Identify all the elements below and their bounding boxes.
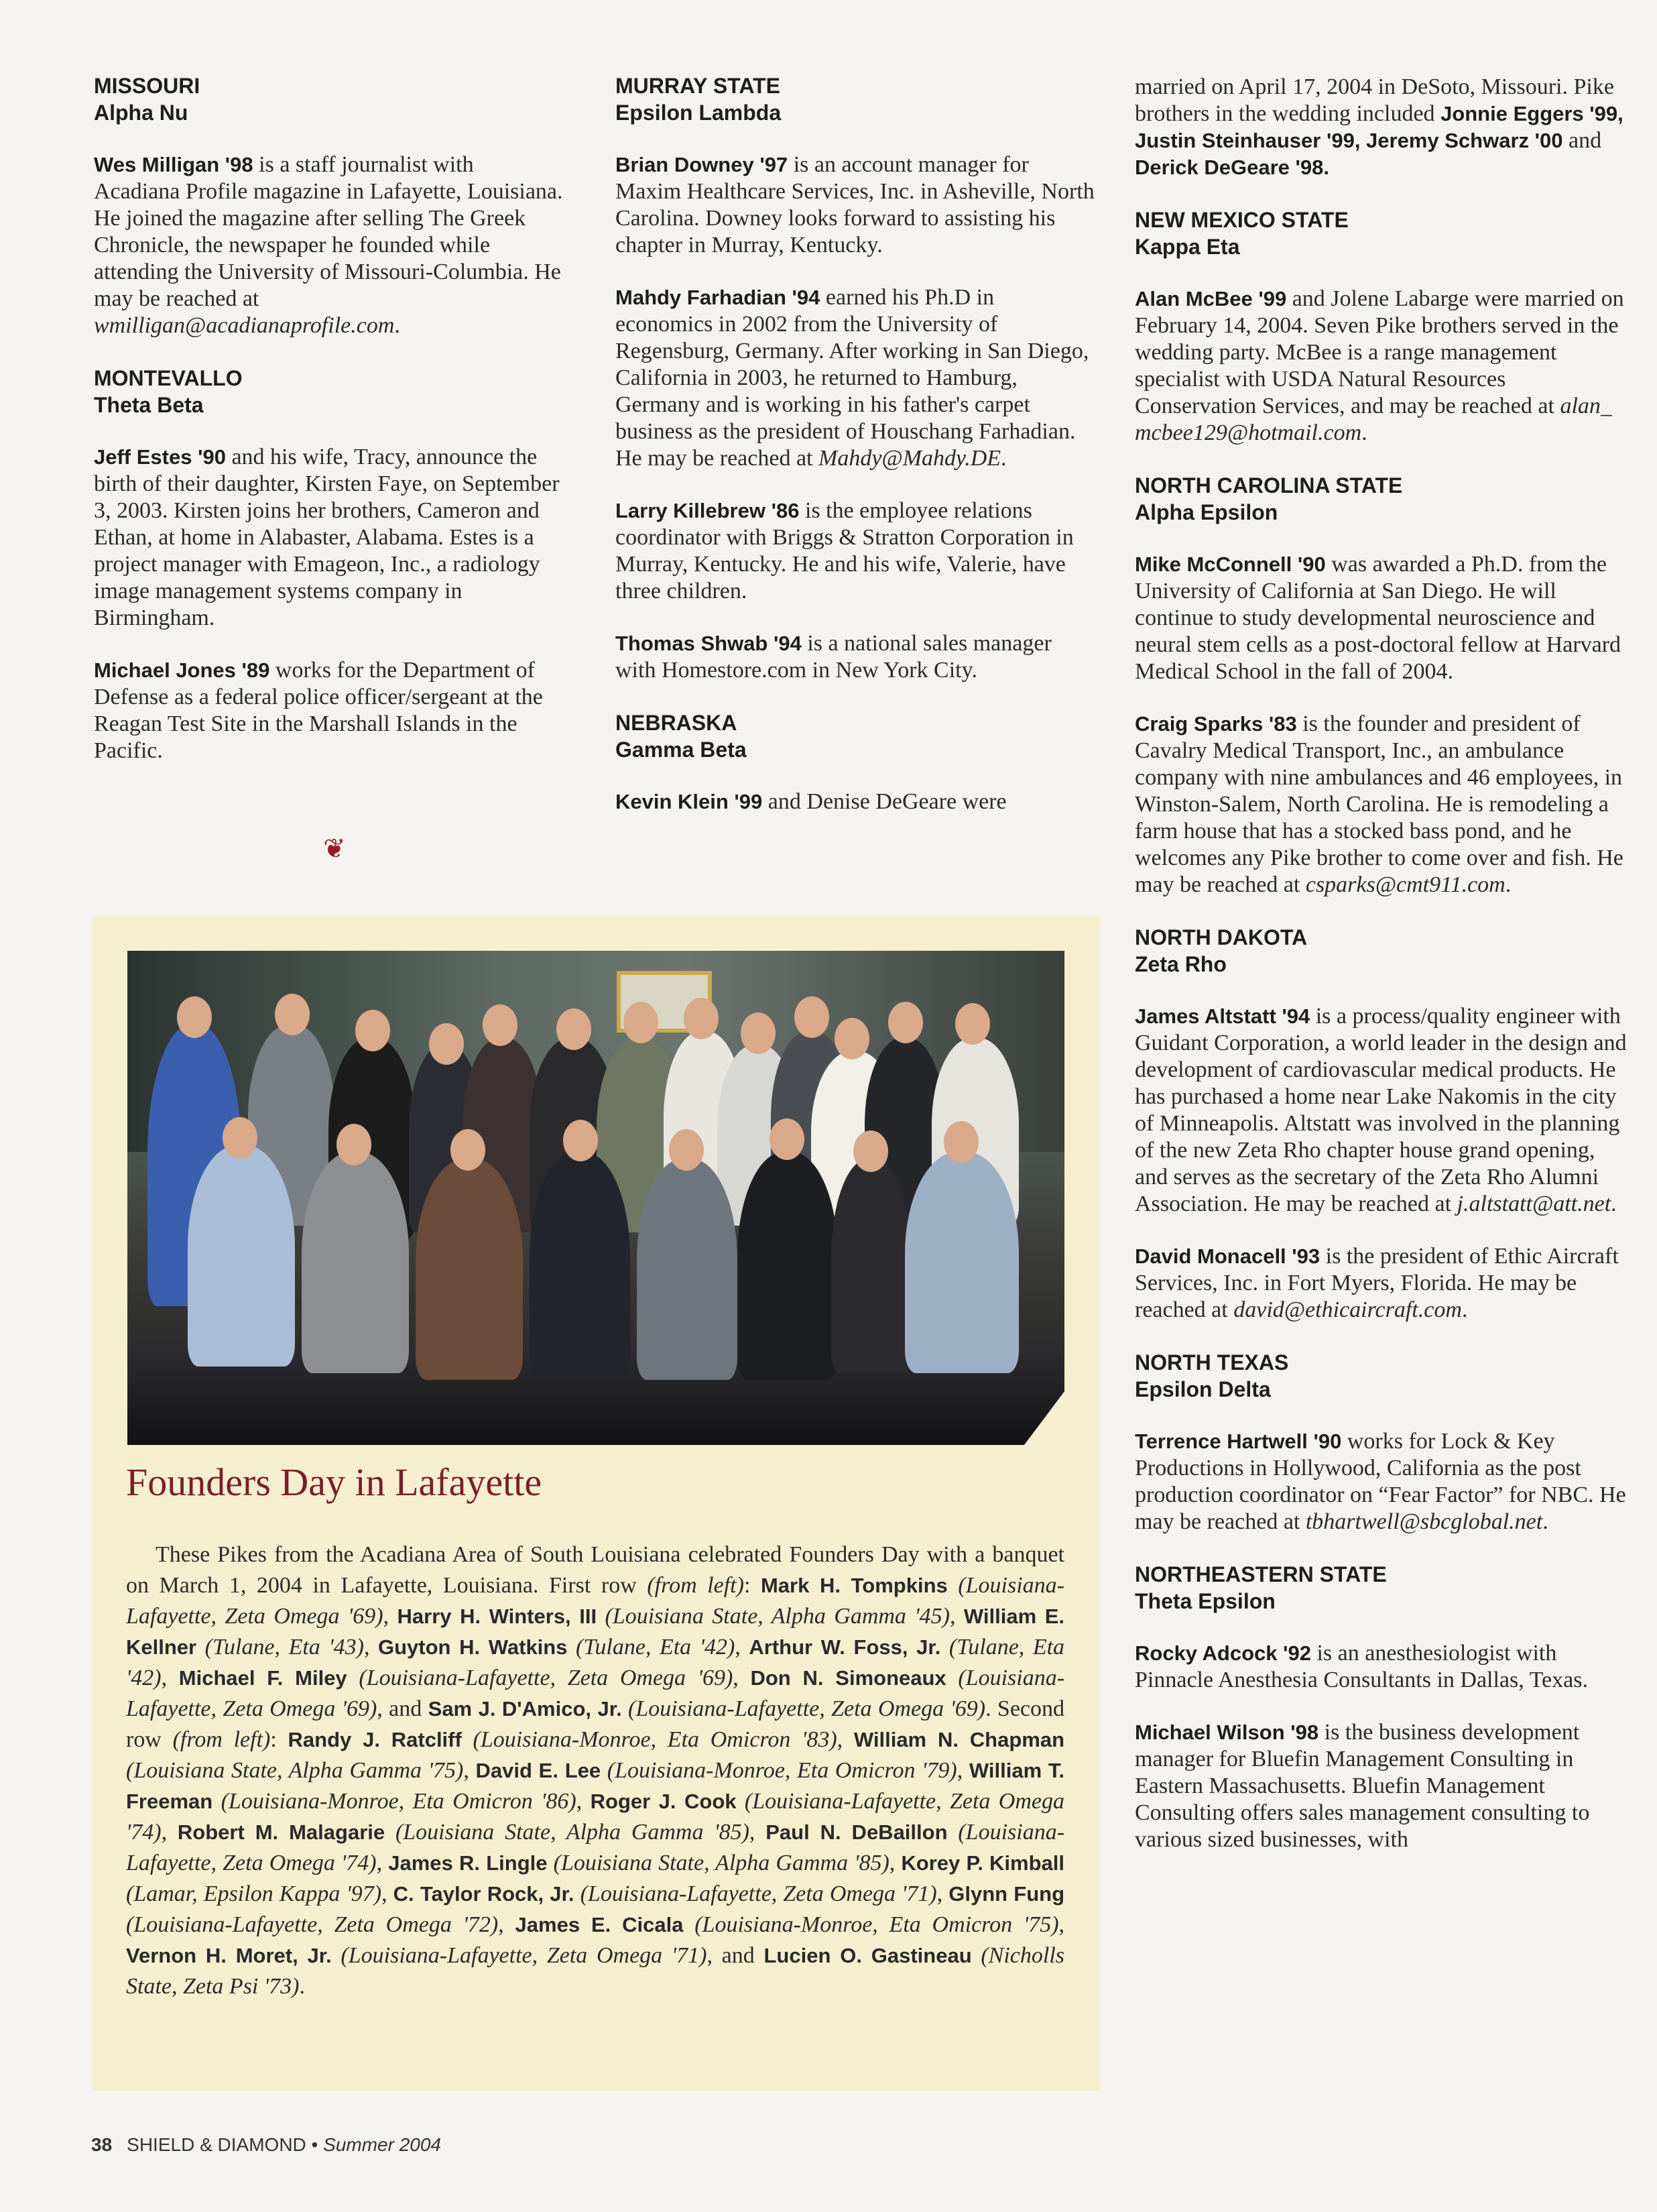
entry-terrence-hartwell: Terrence Hartwell '90 works for Lock & Key Productions in Hollywood, California as the post production coordinator on “Fear Factor” for NBC. He may be reached at tbhartwell@sbcglobal.net. — [1135, 1429, 1626, 1534]
person-chapter: (Louisiana-Monroe, Eta Omicron '83) — [461, 1727, 837, 1752]
email-link[interactable]: j.altstatt@att.net — [1457, 1191, 1611, 1216]
person-chapter: (Louisiana State, Alpha Gamma '85) — [385, 1820, 749, 1845]
person-chapter: (Louisiana State, Alpha Gamma '85) — [547, 1851, 889, 1875]
photo-person — [905, 1152, 1019, 1373]
person-name: Randy J. Ratcliff — [288, 1728, 462, 1751]
photo-person-head — [177, 996, 212, 1038]
separator: , — [576, 1789, 591, 1814]
photo-person — [737, 1152, 838, 1380]
separator: , — [161, 1820, 178, 1845]
email-link[interactable]: wmilligan@acadianaprofile.com — [94, 313, 395, 338]
photo-person-head — [483, 1004, 517, 1046]
person-name: Roger J. Cook — [590, 1790, 737, 1813]
person-name: Arthur W. Foss, Jr. — [749, 1635, 941, 1659]
person-chapter: (Louisiana-Lafayette, Zeta Omega '74) — [126, 1820, 1065, 1875]
photo-person — [530, 1152, 630, 1380]
email-link[interactable]: alan_ mcbee129@hotmail.com — [1135, 394, 1612, 445]
separator: , — [381, 1881, 393, 1906]
person-name: David E. Lee — [475, 1759, 601, 1782]
separator: , — [161, 1666, 179, 1690]
person-chapter: (Louisiana-Lafayette, Zeta Omega '72) — [126, 1912, 499, 1937]
photo-person — [416, 1159, 523, 1380]
person-name: Mark H. Tompkins — [760, 1574, 948, 1597]
entry-brian-downey: Brian Downey '97 is an account manager for Maxim Healthcare Services, Inc. in Asheville, North Carolina. Downey looks forward to assisting his chapter in Murray, Kentucky. — [615, 152, 1095, 257]
person-name: James E. Cicala — [515, 1913, 684, 1936]
section-missouri: MISSOURI Alpha Nu — [94, 74, 200, 125]
photo-person-head — [563, 1120, 598, 1161]
separator: , — [363, 1635, 378, 1660]
separator: , — [949, 1604, 964, 1629]
separator: , — [735, 1635, 749, 1660]
person-name: Lucien O. Gastineau — [763, 1944, 972, 1967]
person-chapter: (Louisiana-Lafayette, Zeta Omega '69) — [126, 1666, 1065, 1721]
separator: , — [498, 1912, 515, 1937]
section-murray-state: MURRAY STATE Epsilon Lambda — [615, 74, 782, 125]
person-chapter: (Louisiana-Monroe, Eta Omicron '79) — [601, 1758, 957, 1783]
separator: , — [733, 1666, 751, 1690]
separator: , — [889, 1851, 902, 1875]
person-chapter: (Louisiana State, Alpha Gamma '45) — [597, 1604, 950, 1629]
photo-person-head — [336, 1124, 371, 1165]
separator: , — [383, 1604, 397, 1629]
entry-alan-mcbee: Alan McBee '99 and Jolene Labarge were married on February 14, 2004. Seven Pike brothers served in the wedding party. McBee is a range management specialist with USDA Natural Resources Conservation Services, and may be reached at alan_ mcbee129@hotmail.com. — [1135, 286, 1624, 445]
entry-michael-jones: Michael Jones '89 works for the Department of Defense as a federal police officer/sergeant at the Reagan Test Site in the Marshall Islands in the Pacific. — [94, 658, 543, 763]
photo-person-head — [955, 1003, 990, 1045]
issue-season: Summer 2004 — [323, 2134, 442, 2155]
feature-title: Founders Day in Lafayette — [126, 1460, 542, 1504]
entry-michael-wilson: Michael Wilson '98 is the business development manager for Bluefin Management Consulting in Eastern Massachusetts. Bluefin Management Consulting offers sales management consulting to various sized businesses, with — [1135, 1720, 1590, 1852]
photo-person-head — [888, 1002, 923, 1043]
separator: , and — [377, 1696, 428, 1721]
person-name: Guyton H. Watkins — [377, 1635, 568, 1659]
separator: , — [837, 1727, 854, 1752]
entry-rocky-adcock: Rocky Adcock '92 is an anesthesiologist with Pinnacle Anesthesia Consultants in Dallas, Texas. — [1135, 1641, 1588, 1692]
section-montevallo: MONTEVALLO Theta Beta — [94, 366, 243, 417]
person-name: James R. Lingle — [388, 1851, 548, 1875]
separator: . — [985, 1696, 997, 1721]
photo-person-head — [275, 994, 310, 1035]
separator: , — [749, 1820, 766, 1845]
photo-person-head — [450, 1129, 485, 1171]
second-row-names — [126, 1727, 1064, 1999]
email-link[interactable]: csparks@cmt911.com — [1305, 872, 1506, 897]
person-chapter: (Nicholls State, Zeta Psi '73) — [126, 1943, 1065, 1999]
person-name: Harry H. Winters, III — [397, 1605, 597, 1628]
email-link[interactable]: tbhartwell@sbcglobal.net — [1305, 1509, 1543, 1534]
photo-person-head — [684, 998, 719, 1039]
entry-thomas-shwab: Thomas Shwab '94 is a national sales manager with Homestore.com in New York City. — [615, 631, 1052, 683]
person-chapter: (Louisiana-Lafayette, Zeta Omega '71) — [574, 1881, 937, 1906]
group-photo — [127, 951, 1064, 1445]
entry-mahdy-farhadian: Mahdy Farhadian '94 earned his Ph.D in economics in 2002 from the University of Regensburg, Germany. After working in San Diego, California in 2003, he returned to Hamburg, Germany and is working in his father's carpet business as the president of Houschang Farhadian. He may be reached at Mahdy@Mahdy.DE. — [615, 285, 1089, 471]
section-north-dakota: NORTH DAKOTA Zeta Rho — [1135, 925, 1308, 976]
page-number: 38 — [91, 2134, 113, 2155]
separator: , — [1058, 1912, 1065, 1937]
person-chapter: (Louisiana-Lafayette, Zeta Omega '71) — [331, 1943, 707, 1968]
section-northeastern-state: NORTHEASTERN STATE Theta Epsilon — [1135, 1562, 1387, 1613]
person-name: Paul N. DeBaillon — [765, 1820, 948, 1844]
entry-larry-killebrew: Larry Killebrew '86 is the employee relations coordinator with Briggs & Stratton Corporation in Murray, Kentucky. He and his wife, Valerie, have three children. — [615, 498, 1074, 603]
entry-continued: married on April 17, 2004 in DeSoto, Missouri. Pike brothers in the wedding included Jonnie Eggers '99, Justin Steinhauser '99, Jeremy Schwarz '00 and Derick DeGeare '98. — [1135, 74, 1623, 179]
heart-ornament-icon: ❦ — [323, 833, 346, 864]
email-link[interactable]: Mahdy@Mahdy.DE — [818, 446, 1001, 471]
person-chapter: (Louisiana-Monroe, Eta Omicron '75) — [683, 1912, 1059, 1937]
founders-day-feature — [93, 916, 1101, 2091]
feature-caption: These Pikes from the Acadiana Area of South Louisiana celebrated Founders Day with a banquet on March 1, 2004 in Lafayette, Louisiana. First row (from left): Mark H. Tompkins (Louisiana-Lafayette, Zeta Omega '69), Harry H. Winters, III (Louisiana State, Alpha Gamma '45), William E. Kellner (Tulane, Eta '43), Guyton H. Watkins (Tulane, Eta '42), Arthur W. Foss, Jr. (Tulane, Eta '42), Michael F. Miley (Louisiana-Lafayette, Zeta Omega '69), Don N. Simoneaux (Louisiana-Lafayette, Zeta Omega '69), and Sam J. D'Amico, Jr. (Louisiana-Lafayette, Zeta Omega '69). Second row (from left): Randy J. Ratcliff (Louisiana-Monroe, Eta Omicron '83), William N. Chapman (Louisiana State, Alpha Gamma '75), David E. Lee (Louisiana-Monroe, Eta Omicron '79), William T. Freeman (Louisiana-Monroe, Eta Omicron '86), Roger J. Cook (Louisiana-Lafayette, Zeta Omega '74), Robert M. Malagarie (Louisiana State, Alpha Gamma '85), Paul N. DeBaillon (Louisiana-Lafayette, Zeta Omega '74), James R. Lingle (Louisiana State, Alpha Gamma '85), Korey P. Kimball (Lamar, Epsilon Kappa '97), C. Taylor Rock, Jr. (Louisiana-Lafayette, Zeta Omega '71), Glynn Fung (Louisiana-Lafayette, Zeta Omega '72), James E. Cicala (Louisiana-Monroe, Eta Omicron '75), Vernon H. Moret, Jr. (Louisiana-Lafayette, Zeta Omega '71), and Lucien O. Gastineau (Nicholls State, Zeta Psi '73). — [126, 1542, 1065, 1999]
separator: , and — [707, 1943, 764, 1968]
entry-mike-mcconnell: Mike McConnell '90 was awarded a Ph.D. from the University of California at San Diego. He will continue to study developmental neuroscience and neural stem cells as a post-doctoral fellow at Harvard Medical School in the fall of 2004. — [1135, 552, 1621, 684]
photo-person-head — [556, 1008, 591, 1050]
photo-person-head — [853, 1130, 888, 1172]
photo-person-head — [669, 1129, 704, 1171]
photo-person-head — [429, 1023, 464, 1065]
person-name: Glynn Fung — [948, 1882, 1065, 1906]
separator: , — [957, 1758, 969, 1783]
email-link[interactable]: david@ethicaircraft.com — [1233, 1297, 1462, 1322]
photo-person-head — [944, 1121, 979, 1163]
person-chapter: (Tulane, Eta '42) — [567, 1635, 735, 1660]
person-name: Michael F. Miley — [178, 1666, 347, 1690]
photo-corner — [1024, 1391, 1064, 1445]
person-name: William E. Kellner — [126, 1605, 1065, 1659]
photo-person-head — [623, 1002, 658, 1043]
separator: , — [376, 1851, 389, 1875]
photo-person-head — [355, 1010, 390, 1051]
entry-jeff-estes: Jeff Estes '90 and his wife, Tracy, announce the birth of their daughter, Kirsten Faye, on September 3, 2003. Kirsten joins her brothers, Cameron and Ethan, at home in Alabaster, Alabama. Estes is a project manager with Emageon, Inc., a radiology image management systems company in Birmingham. — [94, 445, 560, 630]
column-middle — [615, 72, 1095, 841]
person-chapter: (Louisiana-Lafayette, Zeta Omega '69) — [347, 1666, 733, 1690]
person-chapter: (Lamar, Epsilon Kappa '97) — [126, 1881, 382, 1906]
person-chapter: (Louisiana-Monroe, Eta Omicron '86) — [212, 1789, 576, 1814]
photo-person-head — [770, 1118, 804, 1160]
section-new-mexico-state: NEW MEXICO STATE Kappa Eta — [1135, 208, 1349, 259]
person-chapter: (Louisiana-Lafayette, Zeta Omega '69) — [126, 1573, 1064, 1629]
section-nebraska: NEBRASKA Gamma Beta — [615, 711, 747, 762]
person-chapter: (Tulane, Eta '43) — [196, 1635, 364, 1660]
person-name: C. Taylor Rock, Jr. — [393, 1882, 574, 1906]
person-chapter: (Louisiana State, Alpha Gamma '75) — [126, 1758, 464, 1783]
person-name: Korey P. Kimball — [901, 1851, 1065, 1875]
page-footer: 38 SHIELD & DIAMOND • Summer 2004 — [91, 2134, 442, 2155]
entry-kevin-klein: Kevin Klein '99 and Denise DeGeare were — [615, 789, 1007, 814]
photo-person-head — [794, 996, 829, 1038]
person-name: Vernon H. Moret, Jr. — [126, 1944, 332, 1967]
photo-person — [188, 1145, 295, 1366]
person-name: Don N. Simoneaux — [750, 1666, 946, 1690]
person-name: Robert M. Malagarie — [177, 1820, 385, 1844]
section-north-carolina-state: NORTH CAROLINA STATE Alpha Epsilon — [1135, 473, 1403, 524]
column-left — [94, 72, 563, 790]
person-name: William T. Freeman — [126, 1759, 1065, 1813]
entry-craig-sparks: Craig Sparks '83 is the founder and president of Cavalry Medical Transport, Inc., an ambulance company with nine ambulances and 46 employees, in Winston-Salem, North Carolina. He is remodeling a farm house that has a stocked bass pond, and he welcomes any Pike brother to come over and fish. He may be reached at csparks@cmt911.com. — [1135, 711, 1623, 897]
person-name: Sam J. D'Amico, Jr. — [428, 1697, 622, 1721]
column-right — [1135, 74, 1628, 1879]
person-chapter: (Louisiana-Lafayette, Zeta Omega '69) — [621, 1696, 986, 1721]
magazine-name: SHIELD & DIAMOND — [127, 2134, 306, 2155]
photo-person-head — [835, 1018, 869, 1059]
separator: . — [299, 1974, 305, 1999]
person-name: William N. Chapman — [853, 1728, 1065, 1751]
photo-person-head — [741, 1012, 776, 1054]
section-north-texas: NORTH TEXAS Epsilon Delta — [1135, 1350, 1289, 1401]
photo-person — [302, 1152, 409, 1373]
separator: , — [463, 1758, 476, 1783]
photo-person — [637, 1159, 737, 1380]
entry-james-altstatt: James Altstatt '94 is a process/quality engineer with Guidant Corporation, a world leader in the design and development of cardiovascular medical products. He has purchased a home near Lake Nakomis in the city of Minneapolis. Altstatt was involved in the planning of the new Zeta Rho chapter house grand opening, and serves as the secretary of the Zeta Rho Alumni Association. He may be reached at j.altstatt@att.net. — [1135, 1004, 1627, 1216]
entry-david-monacell: David Monacell '93 is the president of Ethic Aircraft Services, Inc. in Fort Myers, Florida. He may be reached at david@ethicaircraft.com. — [1135, 1244, 1619, 1322]
entry-wes-milligan: Wes Milligan '98 is a staff journalist with Acadiana Profile magazine in Lafayette, Louisiana. He joined the magazine after selling The Greek Chronicle, the newspaper he founded while attending the University of Missouri-Columbia. He may be reached at wmilligan@acadianaprofile.com. — [94, 152, 563, 338]
photo-person — [831, 1159, 912, 1373]
photo-person-head — [223, 1117, 257, 1159]
person-chapter: (Tulane, Eta '42) — [126, 1635, 1065, 1690]
person-chapter: (Louisiana-Lafayette, Zeta Omega '74) — [126, 1789, 1065, 1845]
separator: , — [936, 1881, 949, 1906]
